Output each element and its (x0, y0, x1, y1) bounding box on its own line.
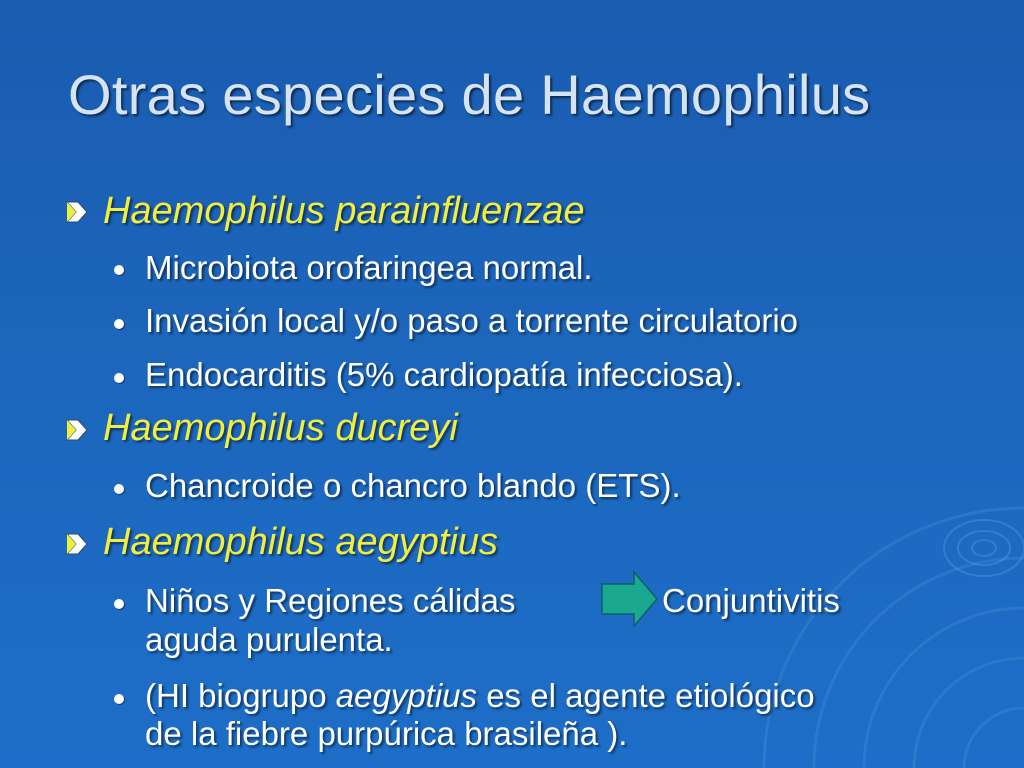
list-item (145, 677, 815, 715)
chevron-arrow-icon (64, 199, 90, 225)
round-bullet-icon (114, 265, 124, 275)
round-bullet-icon (114, 694, 124, 704)
list-item-after-arrow: Conjuntivitis (662, 582, 840, 619)
round-bullet-icon (114, 599, 124, 609)
list-item: Microbiota orofaringea normal. (145, 249, 593, 286)
list-item: Endocarditis (5% cardiopatía infecciosa). (145, 356, 743, 393)
section-heading-parainfluenzae: Haemophilus parainfluenzae (103, 190, 585, 232)
list-item-continuation: de la fiebre purpúrica brasileña ). (145, 715, 628, 752)
chevron-arrow-icon (64, 531, 90, 557)
section-heading-aegyptius: Haemophilus aegyptius (103, 521, 499, 563)
list-item: Invasión local y/o paso a torrente circulatorio (145, 302, 799, 339)
item-italic-term: aegyptius (335, 677, 478, 714)
right-arrow-icon (600, 569, 660, 629)
chevron-arrow-icon (64, 417, 90, 443)
item-suffix: es el agente etiológico (477, 677, 815, 714)
list-item-continuation: aguda purulenta. (145, 621, 393, 658)
list-item: Chancroide o chancro blando (ETS). (145, 467, 681, 504)
round-bullet-icon (114, 484, 124, 494)
round-bullet-icon (114, 373, 124, 383)
item-prefix: (HI biogrupo (145, 677, 336, 714)
list-item-before-arrow: Niños y Regiones cálidas (145, 582, 516, 619)
slide-title: Otras especies de Haemophilus (68, 63, 871, 126)
section-heading-ducreyi: Haemophilus ducreyi (103, 407, 458, 449)
round-bullet-icon (114, 319, 124, 329)
